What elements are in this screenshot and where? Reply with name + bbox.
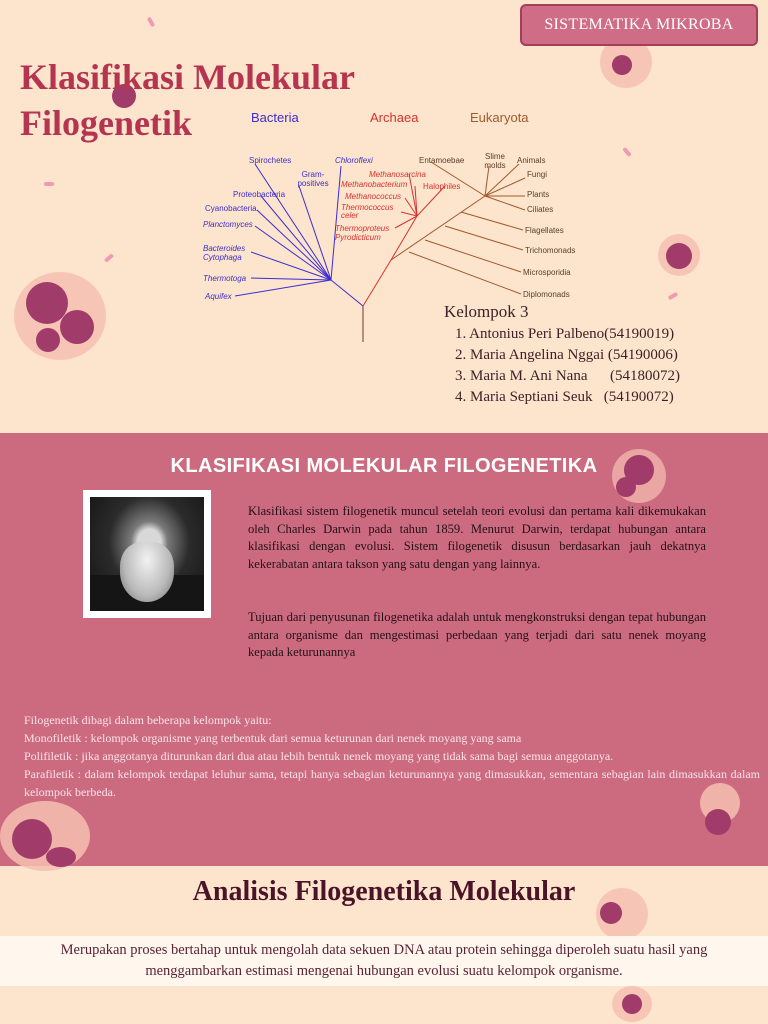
- page-title-line-2: Filogenetik: [20, 103, 192, 143]
- taxon-label: Thermotoga: [203, 274, 247, 283]
- branch-cyanobacteria: [257, 210, 331, 280]
- branch-thermotoga: [251, 278, 331, 280]
- taxon-label: Cyanobacteria: [205, 204, 257, 213]
- branch-fungi: [485, 178, 525, 196]
- intro-paragraph: Klasifikasi sistem filogenetik muncul setelah teori evolusi dan pertama kali dikemukakan oleh Charles Darwin pada tahun 1859. Menurut Darwin, terdapat hubungan antara klasifikasi dengan evolusi. Sistem filogenetik disusun berdasarkan jauh dekatnya kekerabatan antara takson yang satu dengan yang lainnya.: [248, 504, 706, 571]
- branch-diplomonads: [409, 252, 521, 294]
- taxon-label: Ciliates: [527, 205, 554, 214]
- taxon-label: Fungi: [527, 170, 548, 179]
- branch-ciliates: [485, 196, 525, 210]
- analysis-description: Merupakan proses bertahap untuk mengolah data sekuen DNA atau protein sehingga diperoleh suatu hasil yang menggambarkan estimasi mengenai hubungan evolusi suatu kelompok organisme.: [0, 936, 768, 986]
- section-title: KLASIFIKASI MOLEKULAR FILOGENETIKA: [170, 455, 598, 477]
- section-title: Analisis Filogenetika Molekular: [192, 876, 576, 907]
- branch-trichomonads: [445, 226, 523, 250]
- member-list: [455, 324, 744, 408]
- group-info: [444, 302, 744, 408]
- taxon-label: Flagellates: [525, 226, 564, 235]
- course-badge: SISTEMATIKA MIKROBA: [520, 4, 758, 46]
- branch-aquifex: [235, 280, 331, 296]
- taxon-label: Diplomonads: [523, 290, 570, 299]
- taxon-label: Gram-positives: [297, 170, 329, 188]
- branch-gram-positives: [299, 186, 331, 280]
- taxon-label: Proteobacteria: [233, 190, 286, 199]
- portrait-photo: [90, 497, 204, 611]
- taxon-label: Thermoproteus: [335, 224, 390, 233]
- archaea-euk-stem: [363, 260, 391, 306]
- member-item: 2. Maria Angelina Nggai (54190006): [455, 347, 678, 363]
- bacteria-stem: [331, 280, 363, 306]
- taxon-label: Bacteroides Cytophaga: [203, 244, 246, 262]
- title-section: [0, 0, 768, 432]
- taxon-label: Entamoebae: [419, 156, 465, 165]
- taxon-label: Halophiles: [423, 182, 461, 191]
- member-item: 3. Maria M. Ani Nana (54180072): [455, 368, 680, 384]
- cell-decoration: [622, 994, 642, 1014]
- taxon-label: Pyrodicticum: [335, 233, 381, 242]
- taxon-label: Planctomyces: [203, 220, 253, 229]
- taxon-label: Methanobacterium: [341, 180, 408, 189]
- classification-line: Polifiletik : jika anggotanya diturunkan dari dua atau lebih bentuk nenek moyang yang tidak sama bagi semua anggotanya.: [24, 749, 614, 763]
- taxon-label: Spirochetes: [249, 156, 292, 165]
- darwin-portrait: [83, 490, 211, 618]
- classification-line: Filogenetik dibagi dalam beberapa kelompok yaitu:: [24, 713, 272, 727]
- taxon-label: Animals: [517, 156, 546, 165]
- group-title: Kelompok 3: [444, 302, 529, 321]
- domain-bacteria: Bacteria: [251, 110, 299, 125]
- analysis-section: [0, 866, 768, 1024]
- cell-decoration: [46, 847, 76, 867]
- taxon-label: Plants: [527, 190, 550, 199]
- domain-eukaryota: Eukaryota: [470, 110, 529, 125]
- member-item: 4. Maria Septiani Seuk (54190072): [455, 389, 674, 405]
- taxon-label: Slime molds: [484, 152, 506, 170]
- domain-archaea: Archaea: [370, 110, 419, 125]
- taxon-label: Thermococcus celer: [341, 203, 394, 220]
- page-title-line-1: Klasifikasi Molekular: [20, 57, 356, 97]
- cell-decoration: [705, 809, 731, 835]
- taxon-label: Methanosarcina: [369, 170, 426, 179]
- taxon-label: Aquifex: [205, 292, 232, 301]
- branch-flagellates: [461, 212, 523, 230]
- taxon-label: Chloroflexi: [335, 156, 373, 165]
- cell-decoration: [616, 477, 636, 497]
- classification-line: Monofiletik : kelompok organisme yang terbentuk dari semua keturunan dari nenek moyang yang sama: [24, 731, 522, 745]
- taxon-label: Microsporidia: [523, 268, 571, 277]
- classification-list: [24, 711, 760, 801]
- branch-slime-molds: [485, 166, 489, 196]
- taxon-label: Trichomonads: [525, 246, 576, 255]
- purpose-paragraph: Tujuan dari penyusunan filogenetika adalah untuk mengkonstruksi dengan tepat hubungan antara organisme dan mengestimasi perbedaan yang terjadi dari satu nenek moyang kepada keturunannya: [248, 610, 706, 659]
- member-item: 1. Antonius Peri Palbeno(54190019): [455, 326, 675, 342]
- eukaryota-stem: [391, 196, 485, 260]
- taxon-label: Methanococcus: [345, 192, 402, 201]
- portrait-beard: [120, 542, 174, 602]
- classification-line: Parafiletik : dalam kelompok terdapat leluhur sama, tetapi hanya sebagian keturunannya yang dimasukkan, sementara sebagian lain dimasukkan dalam kelompok berbeda.: [24, 767, 760, 799]
- classification-section: [0, 433, 768, 866]
